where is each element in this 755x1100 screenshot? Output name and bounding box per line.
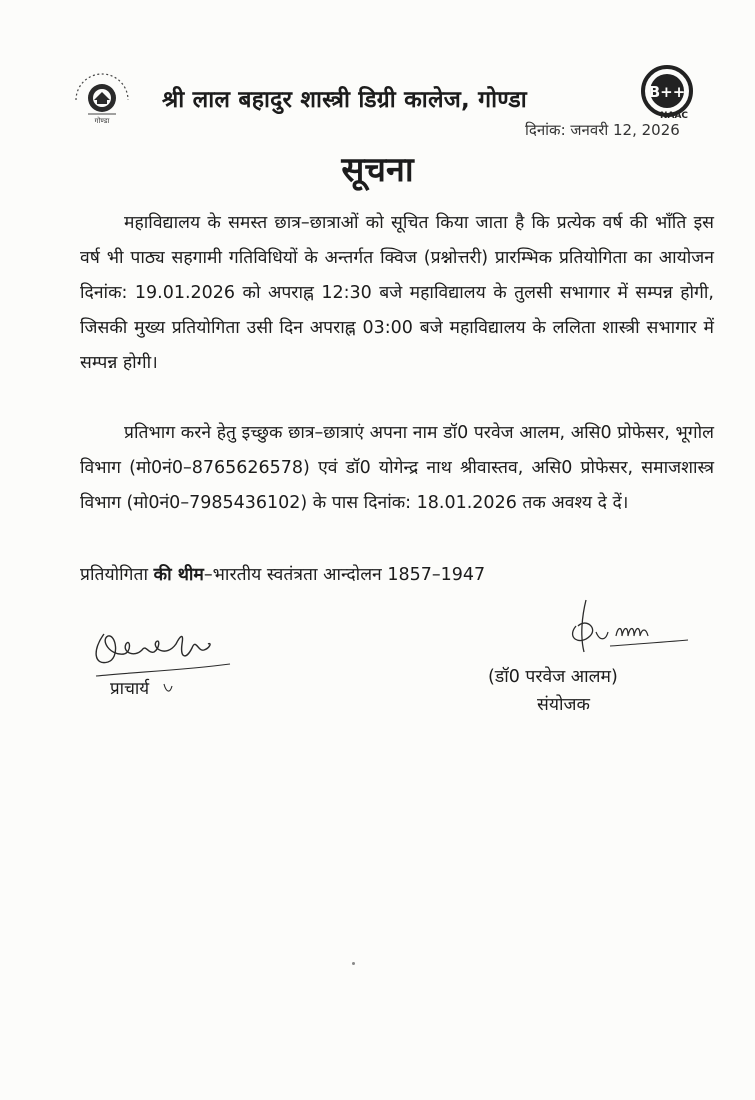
coordinator-name: (डॉ0 परवेज आलम) xyxy=(488,667,618,687)
notice-paragraph-1 xyxy=(80,206,714,381)
scan-dot xyxy=(352,962,355,965)
college-emblem-icon xyxy=(66,66,138,126)
college-name: श्री लाल बहादुर शास्त्री डिग्री कालेज, गोण्डा xyxy=(162,87,527,113)
date-label: दिनांक: xyxy=(525,121,566,139)
theme-prefix: प्रतियोगिता xyxy=(80,565,149,585)
notice-paragraph-2 xyxy=(80,416,714,521)
theme-bold-label: की थीम xyxy=(153,565,204,585)
notice-title: सूचना xyxy=(341,150,414,190)
coordinator-role: संयोजक xyxy=(537,695,590,715)
naac-label: NAAC xyxy=(659,111,689,120)
emblem-caption: गोण्डा xyxy=(94,117,110,125)
paragraph-1-text: महाविद्यालय के समस्त छात्र–छात्राओं को सूचित किया जाता है कि प्रत्येक वर्ष की भाँति इस वर्ष भी पाठ्य सहगामी गतिविधियों के अन्तर्गत क्विज (प्रश्नोत्तरी) प्रारम्भिक प्रतियोगिता का आयोजन दिनांक: 19.01.2026 को अपराह्न 12:30 बजे महाविद्यालय के तुलसी सभागार में सम्पन्न होगी, जिसकी मुख्य प्रतियोगिता उसी दिन अपराह्न 03:00 बजे महाविद्यालय के ललिता शास्त्री सभागार में सम्पन्न होगी। xyxy=(80,213,714,373)
paragraph-2-text: प्रतिभाग करने हेतु इच्छुक छात्र–छात्राएं अपना नाम डॉ0 परवेज आलम, असि0 प्रोफेसर, भूगोल विभाग (मो0नं0–8765626578) एवं डॉ0 योगेन्द्र नाथ श्रीवास्तव, असि0 प्रोफेसर, समाजशास्त्र विभाग (मो0नं0–7985436102) के पास दिनांक: 18.01.2026 तक अवश्य दे दें। xyxy=(80,423,714,513)
date-value: जनवरी 12, 2026 xyxy=(570,121,680,139)
principal-signature xyxy=(86,614,236,704)
competition-theme xyxy=(80,562,485,586)
notice-date xyxy=(525,120,680,140)
coordinator-signature xyxy=(556,596,696,658)
naac-grade-badge-icon xyxy=(634,64,700,120)
theme-text: –भारतीय स्वतंत्रता आन्दोलन 1857–1947 xyxy=(203,565,486,585)
naac-grade: B++ xyxy=(648,83,686,101)
principal-label: प्राचार्य xyxy=(110,679,150,699)
